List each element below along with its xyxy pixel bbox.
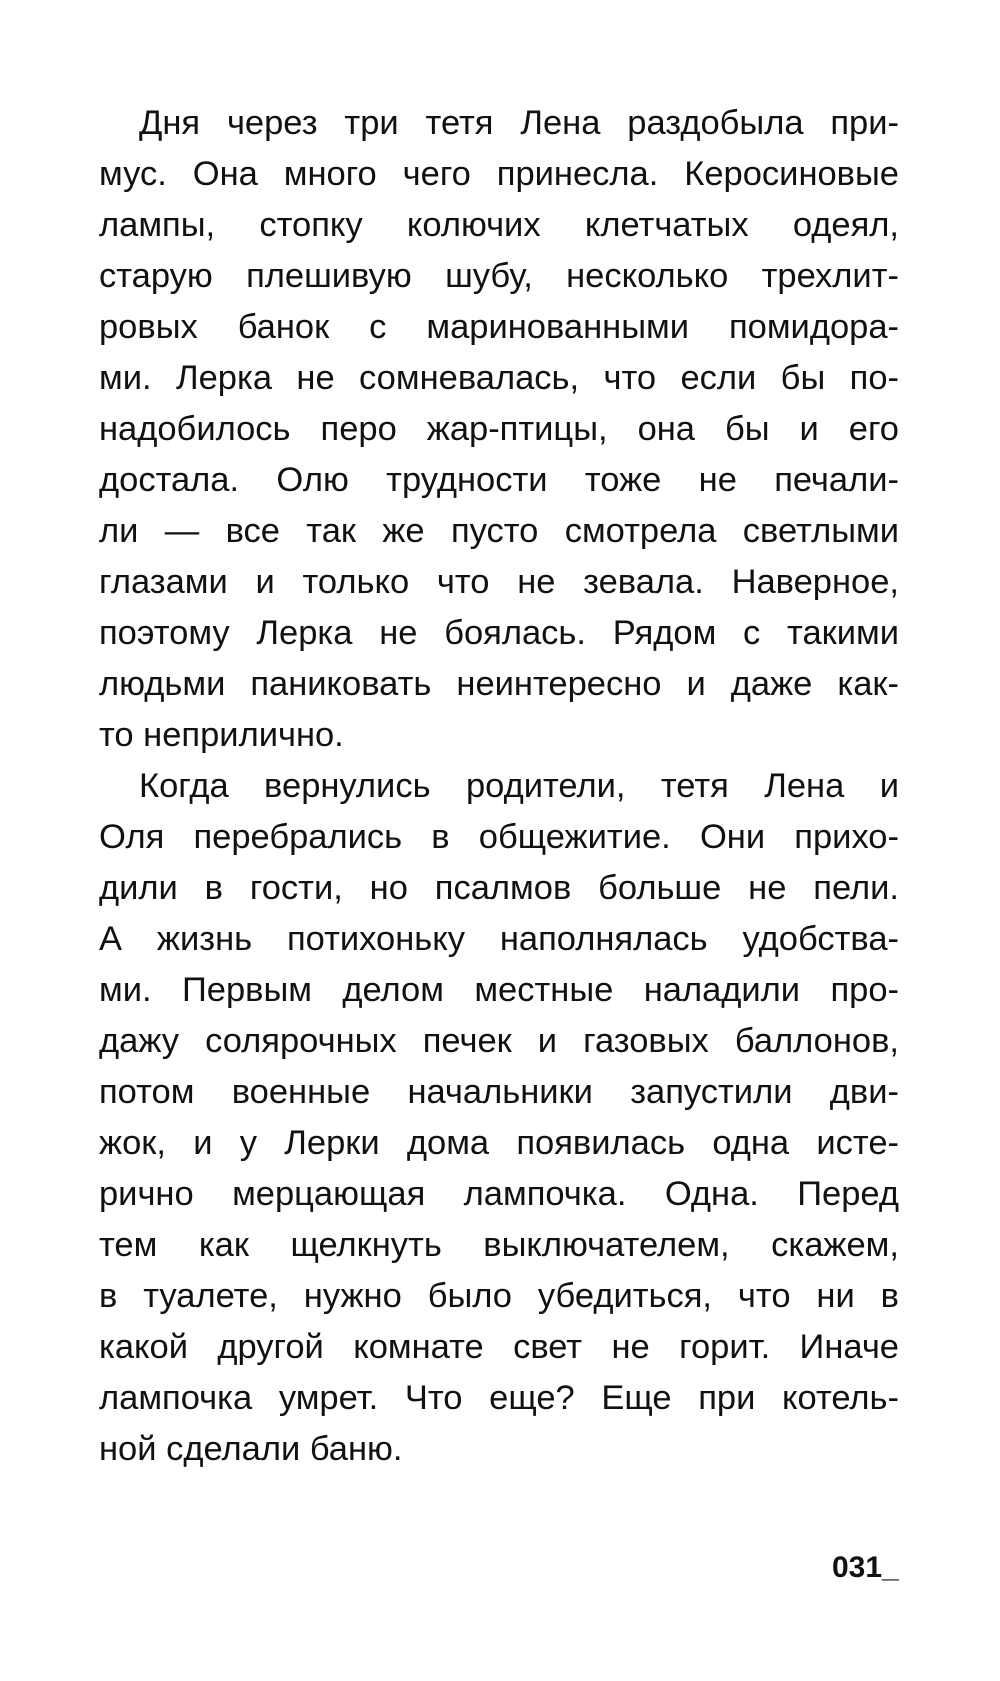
- text-line: глазами и только что не зевала. Наверное,: [99, 563, 899, 601]
- text-line: тем как щелкнуть выключателем, скажем,: [99, 1226, 899, 1264]
- text-line: А жизнь потихоньку наполнялась удобства-: [99, 920, 899, 958]
- text-line: надобилось перо жар-птицы, она бы и его: [99, 410, 899, 448]
- text-line: ли — все так же пусто смотрела светлыми: [99, 512, 899, 550]
- text-line: ми. Первым делом местные наладили про-: [99, 971, 899, 1009]
- text-line: какой другой комнате свет не горит. Иначе: [99, 1328, 899, 1366]
- text-line: поэтому Лерка не боялась. Рядом с такими: [99, 614, 899, 652]
- text-line: Оля перебрались в общежитие. Они прихо-: [99, 818, 899, 856]
- text-line: ми. Лерка не сомневалась, что если бы по-: [99, 359, 899, 397]
- text-line: в туалете, нужно было убедиться, что ни в: [99, 1277, 899, 1315]
- text-line: потом военные начальники запустили дви-: [99, 1073, 899, 1111]
- text-line: дили в гости, но псалмов больше не пели.: [99, 869, 899, 907]
- text-line: старую плешивую шубу, несколько трехлит-: [99, 257, 899, 295]
- text-line: ной сделали баню.: [99, 1430, 403, 1468]
- text-line: мус. Она много чего принесла. Керосиновые: [99, 155, 899, 193]
- paragraph-1: [99, 98, 899, 761]
- text-line: Когда вернулись родители, тетя Лена и: [139, 767, 899, 805]
- text-line: лампы, стопку колючих клетчатых одеял,: [99, 206, 899, 244]
- text-line: то неприлично.: [99, 716, 344, 754]
- text-line: достала. Олю трудности тоже не печали-: [99, 461, 899, 499]
- page-number: 031_: [832, 1551, 899, 1584]
- text-line: людьми паниковать неинтересно и даже как-: [99, 665, 899, 703]
- paragraph-2: [99, 761, 899, 1475]
- body-text: [99, 98, 899, 1475]
- text-line: Дня через три тетя Лена раздобыла при-: [139, 104, 899, 142]
- text-line: лампочка умрет. Что еще? Еще при котель-: [99, 1379, 899, 1417]
- text-line: дажу солярочных печек и газовых баллонов,: [99, 1022, 899, 1060]
- text-line: ровых банок с маринованными помидора-: [99, 308, 899, 346]
- text-line: жок, и у Лерки дома появилась одна исте-: [99, 1124, 899, 1162]
- text-line: рично мерцающая лампочка. Одна. Перед: [99, 1175, 899, 1213]
